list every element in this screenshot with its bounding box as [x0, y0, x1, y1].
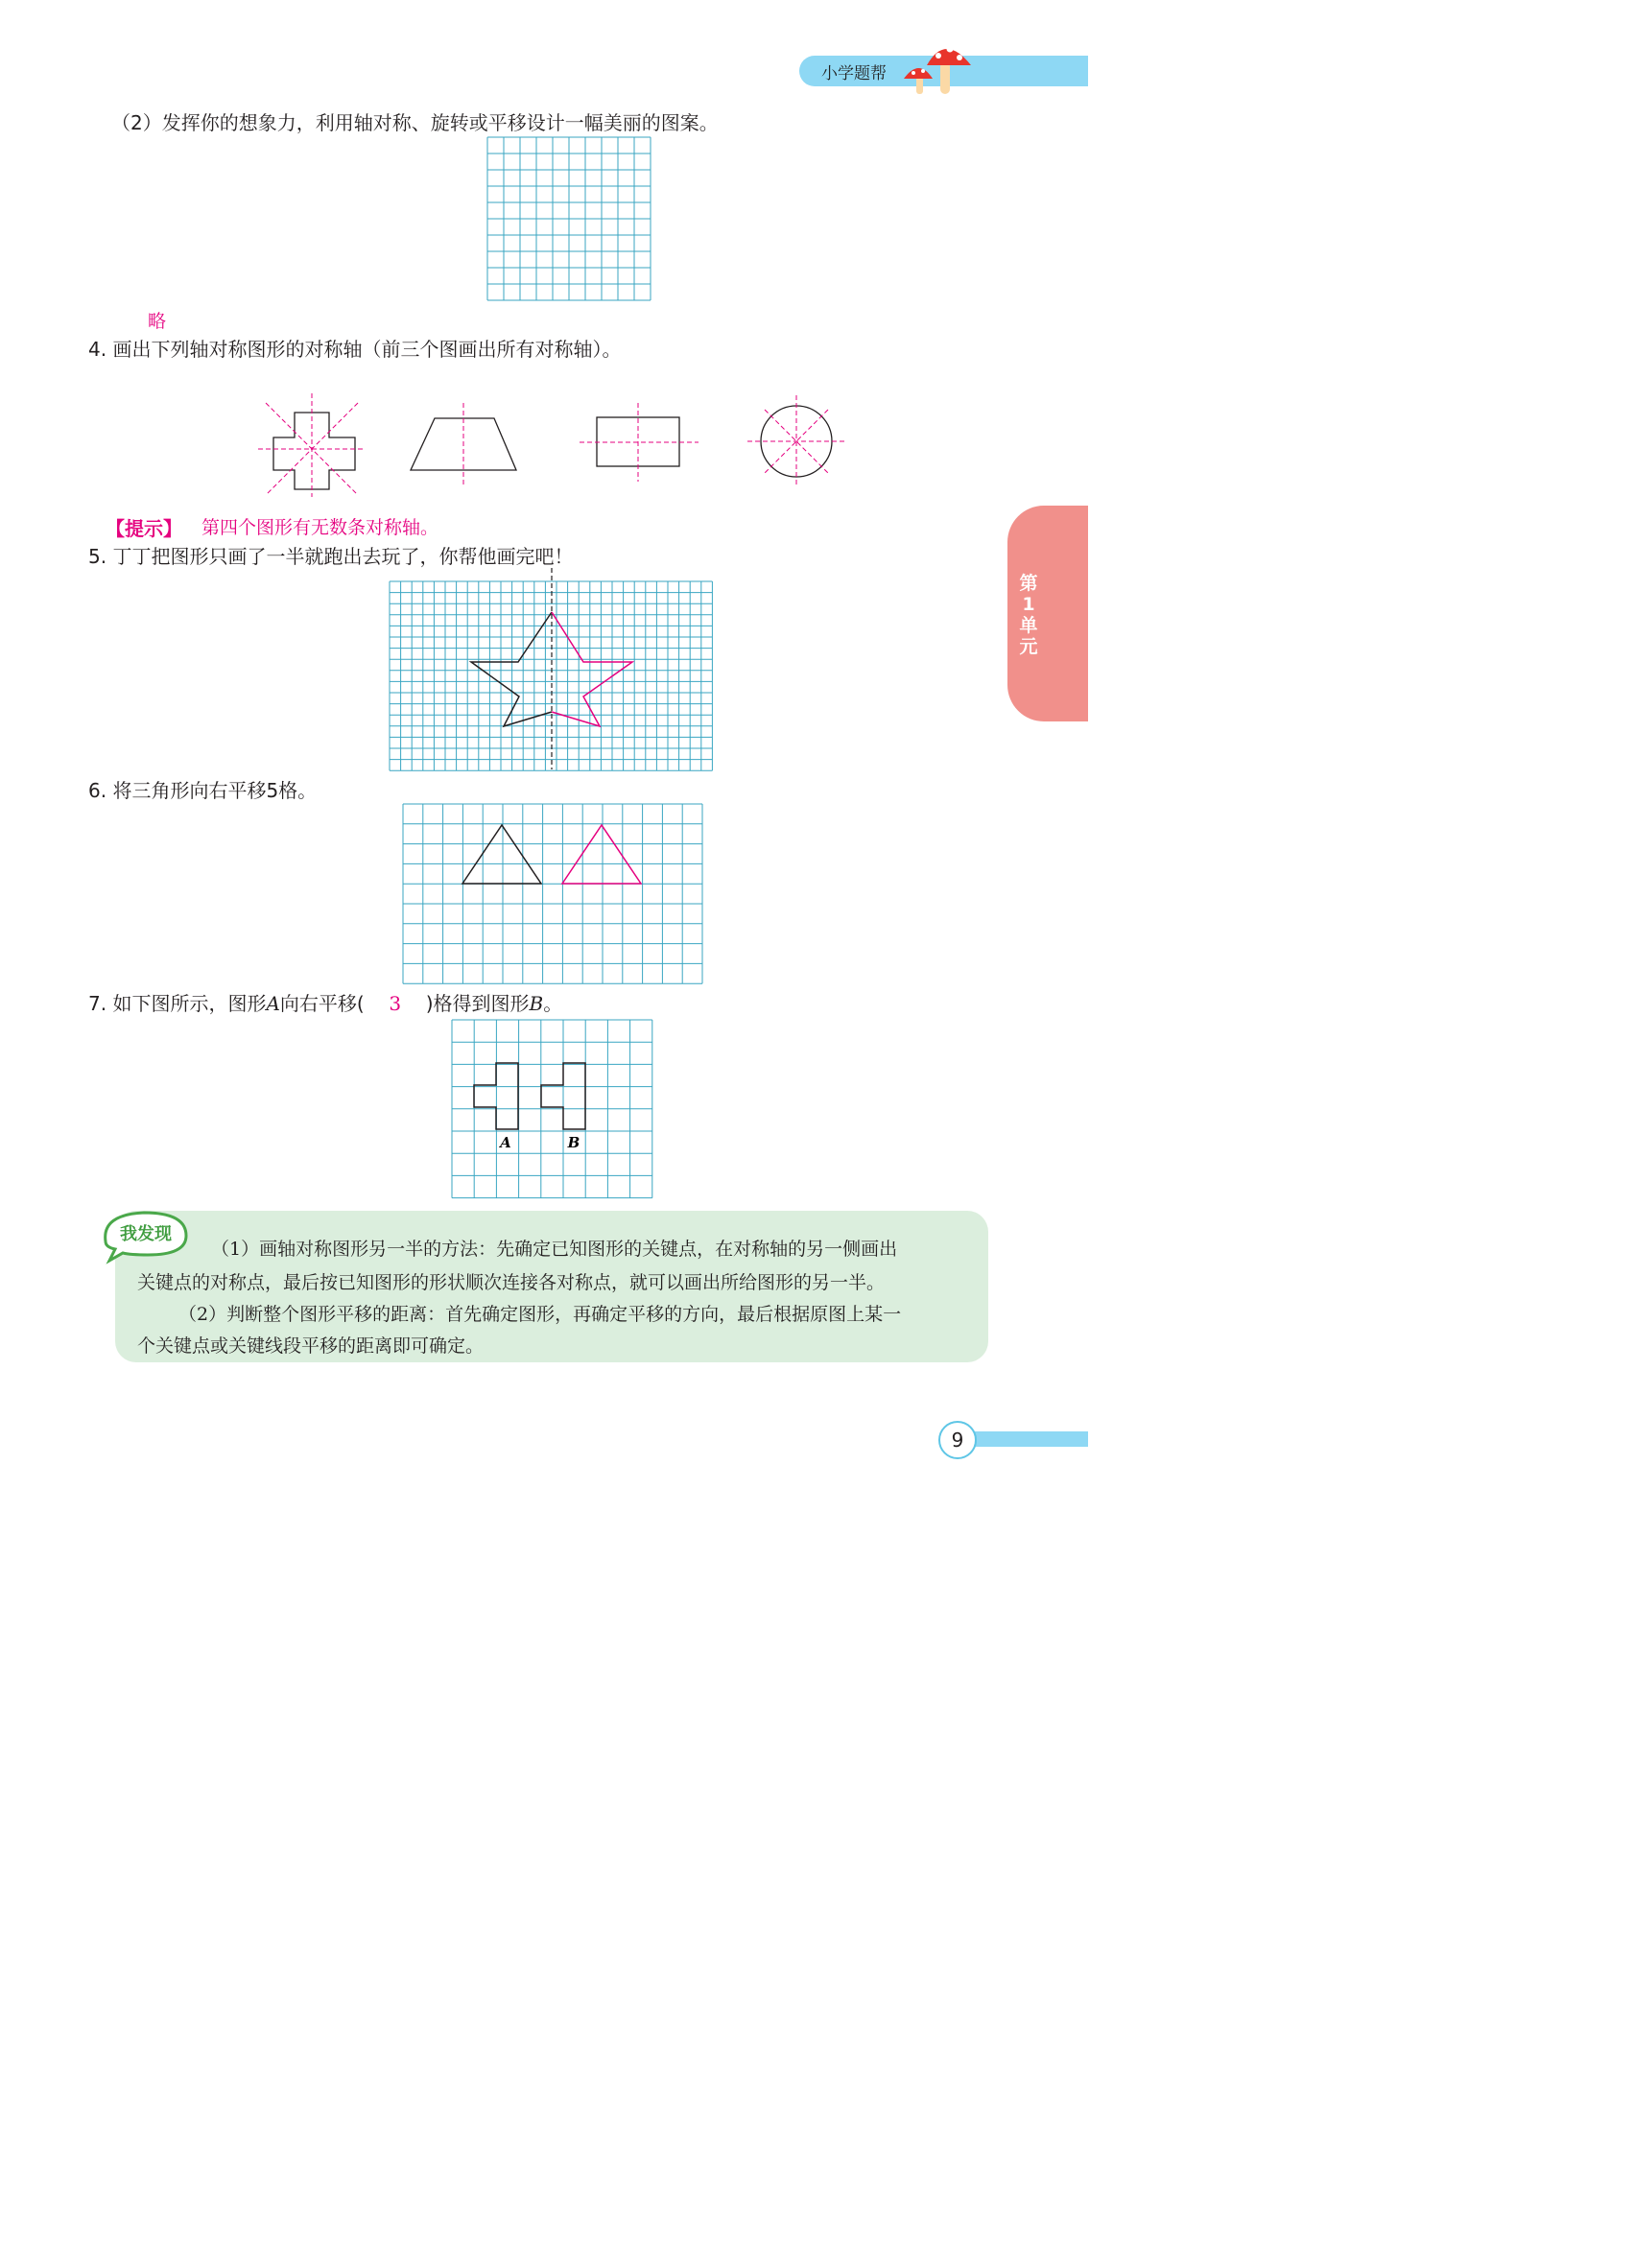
unit-tab	[1007, 506, 1088, 721]
figure-b-label: B	[567, 1134, 580, 1151]
discover-line-2: 关键点的对称点，最后按已知图形的形状顺次连接各对称点，就可以画出所给图形的另一半。	[137, 1272, 886, 1293]
brand-name: 小学题帮	[821, 64, 887, 83]
hint-label: 【提示】	[106, 517, 182, 540]
question-7-var-a: A	[266, 992, 280, 1015]
rectangle-figure	[578, 401, 700, 484]
page-number: 9	[938, 1421, 977, 1459]
discover-line-3: （2）判断整个图形平移的距离：首先确定图形，再确定平移的方向，最后根据原图上某一	[178, 1304, 902, 1325]
question-7-part2: 向右平移(	[279, 992, 365, 1015]
question-7-answer: 3	[389, 992, 402, 1015]
triangle-grid	[402, 803, 705, 985]
circle-figure	[746, 393, 849, 489]
figure-a-label: A	[500, 1134, 511, 1151]
question-7-text	[88, 988, 562, 1016]
discover-line-1: （1）画轴对称图形另一半的方法：先确定已知图形的关键点，在对称轴的另一侧画出	[211, 1239, 898, 1260]
discover-badge-text: 我发现	[120, 1224, 172, 1244]
question-3-2-answer: 略	[148, 311, 167, 332]
star-grid	[389, 566, 717, 771]
question-7-end: 。	[543, 992, 563, 1015]
question-6-text: 6. 将三角形向右平移5格。	[88, 779, 318, 802]
question-4-text: 4. 画出下列轴对称图形的对称轴（前三个图画出所有对称轴）。	[88, 338, 622, 361]
mushroom-icon	[898, 36, 975, 98]
hint-text: 第四个图形有无数条对称轴。	[201, 517, 439, 538]
discover-line-4: 个关键点或关键线段平移的距离即可确定。	[137, 1335, 485, 1357]
unit-tab-label: 第1单元	[1019, 573, 1038, 657]
question-7-var-b: B	[529, 992, 544, 1015]
translation-grid	[451, 1019, 654, 1199]
design-grid	[486, 136, 653, 301]
trapezoid-figure	[403, 401, 523, 489]
cross-shape-figure	[254, 391, 369, 497]
question-5-text: 5. 丁丁把图形只画了一半就跑出去玩了，你帮他画完吧！	[88, 545, 574, 568]
discover-badge	[98, 1205, 192, 1264]
question-7-part3: )格得到图形	[425, 992, 530, 1015]
question-3-2-text: （2）发挥你的想象力，利用轴对称、旋转或平移设计一幅美丽的图案。	[111, 111, 719, 134]
question-7-part1: 7. 如下图所示，图形	[88, 992, 267, 1015]
